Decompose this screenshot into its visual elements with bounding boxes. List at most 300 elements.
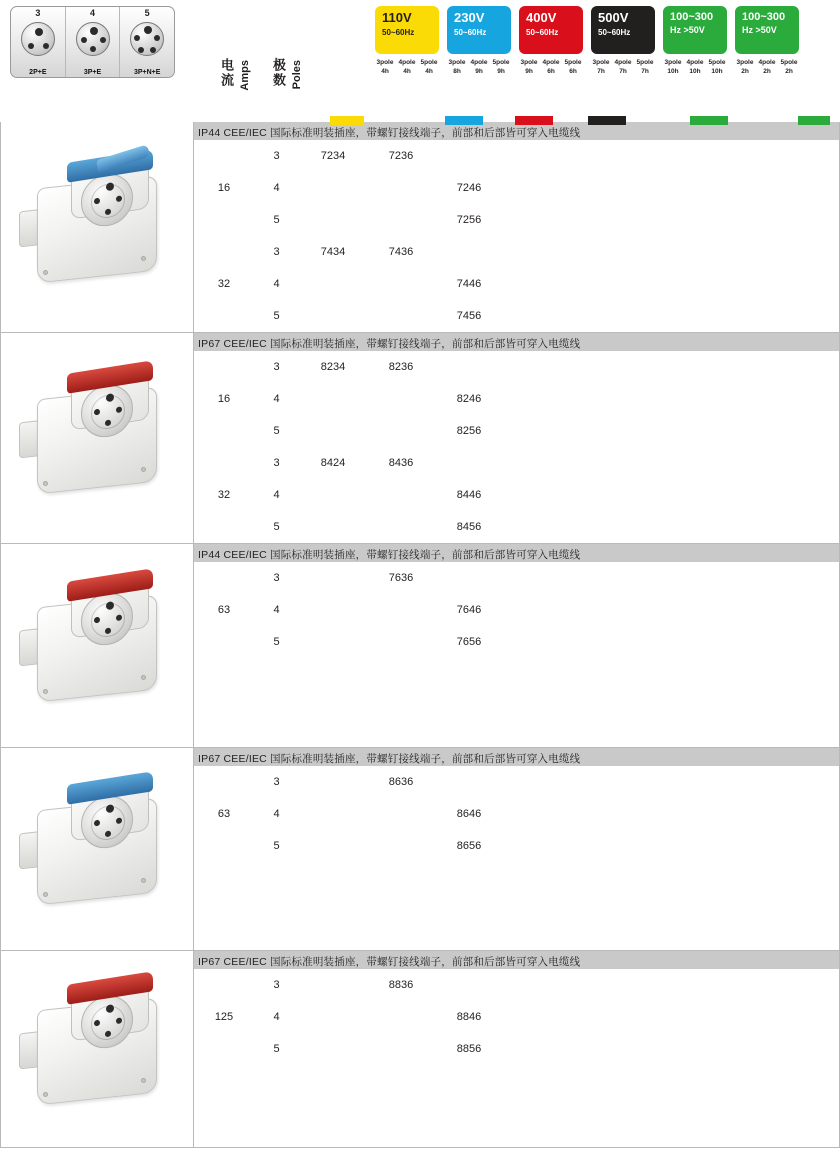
amps-value: 63	[217, 808, 231, 820]
pole-count: 4pole	[470, 59, 488, 66]
code-500v	[503, 415, 571, 447]
code-green-10h	[571, 172, 639, 204]
voltage-frequency: Hz >50V	[742, 25, 777, 35]
pole-block-230v	[447, 58, 511, 76]
code-400v: 7656	[456, 636, 482, 648]
code-table	[194, 969, 839, 1065]
code-110v	[299, 172, 367, 204]
pole-value: 5	[273, 840, 280, 852]
code-500v	[503, 351, 571, 383]
code-green-10h	[571, 268, 639, 300]
code-green-2h	[639, 351, 839, 383]
pole-block-green-10h	[663, 58, 727, 76]
clock-position: 9h	[525, 68, 533, 75]
table-row	[1, 748, 840, 951]
pole-count: 4pole	[758, 59, 776, 66]
clock-position: 9h	[497, 68, 505, 75]
table-row	[194, 172, 839, 204]
code-500v	[503, 236, 571, 268]
code-400v: 8256	[456, 425, 482, 437]
clock-position: 7h	[619, 68, 627, 75]
code-400v	[435, 562, 503, 594]
pole-col	[779, 58, 799, 76]
clock-position: 10h	[711, 68, 723, 75]
code-110v	[299, 798, 367, 830]
pole-block-500v	[591, 58, 655, 76]
code-110v	[299, 594, 367, 626]
socket-illustration-ip67-63	[9, 774, 187, 924]
code-green-10h	[571, 511, 639, 543]
pole-col	[613, 58, 633, 76]
code-230v	[367, 479, 435, 511]
pole-value: 5	[273, 1043, 280, 1055]
pole-value: 4	[273, 1011, 280, 1023]
code-230v	[367, 594, 435, 626]
table-row	[194, 479, 839, 511]
table-row	[194, 830, 839, 862]
table-row	[194, 969, 839, 1001]
pole-clock-row	[375, 58, 799, 76]
product-data-cell	[194, 748, 840, 951]
pole-col	[447, 58, 467, 76]
code-green-10h	[571, 351, 639, 383]
code-400v	[435, 969, 503, 1001]
code-500v	[503, 594, 571, 626]
amps-value: 63	[217, 604, 231, 616]
code-500v	[503, 1001, 571, 1033]
code-green-10h	[571, 447, 639, 479]
code-green-10h	[571, 969, 639, 1001]
voltage-chip-400v	[519, 6, 583, 54]
voltage-value: 230V	[454, 10, 485, 25]
product-data-cell	[194, 333, 840, 544]
socket-illustration-ip44-16-32	[9, 152, 187, 302]
pole-col	[519, 58, 539, 76]
table-row	[194, 594, 839, 626]
pole-value: 4	[273, 393, 280, 405]
code-green-10h	[571, 415, 639, 447]
table-row	[194, 447, 839, 479]
socket-illustration-ip67-16-32	[9, 363, 187, 513]
section-title: IP44 CEE/IEC 国际标准明装插座，带螺钉接线端子，前部和后部皆可穿入电缆线	[194, 544, 839, 562]
code-500v	[503, 447, 571, 479]
code-500v	[503, 172, 571, 204]
product-image-cell	[1, 951, 194, 1148]
table-row	[194, 415, 839, 447]
plug-cell-3pole	[11, 7, 66, 77]
code-500v	[503, 969, 571, 1001]
plug-face-icon	[130, 22, 164, 56]
pole-value: 5	[273, 425, 280, 437]
pole-col	[375, 58, 395, 76]
code-110v: 7234	[320, 150, 346, 162]
pole-value: 3	[273, 979, 280, 991]
code-230v	[367, 268, 435, 300]
pole-value: 4	[273, 808, 280, 820]
code-500v	[503, 626, 571, 658]
pole-count: 5pole	[708, 59, 726, 66]
code-green-2h	[639, 383, 839, 415]
pole-value: 3	[273, 457, 280, 469]
code-green-10h	[571, 479, 639, 511]
table-row	[194, 236, 839, 268]
code-green-2h	[639, 268, 839, 300]
pole-count: 4pole	[542, 59, 560, 66]
code-110v	[299, 268, 367, 300]
code-400v	[435, 766, 503, 798]
clock-position: 2h	[785, 68, 793, 75]
pole-count: 3pole	[376, 59, 394, 66]
voltage-chip-500v	[591, 6, 655, 54]
pole-count: 4pole	[614, 59, 632, 66]
code-230v	[367, 798, 435, 830]
code-500v	[503, 511, 571, 543]
product-data-cell	[194, 544, 840, 748]
color-bar-red	[515, 116, 553, 125]
header-current-cn: 电流	[219, 58, 234, 88]
pole-col	[735, 58, 755, 76]
code-230v	[367, 415, 435, 447]
amps-value: 16	[217, 182, 231, 194]
clock-position: 7h	[597, 68, 605, 75]
color-legend-bars	[330, 116, 830, 125]
pole-count: 5pole	[564, 59, 582, 66]
code-110v	[299, 830, 367, 862]
code-230v	[367, 204, 435, 236]
table-row	[194, 1033, 839, 1065]
pole-col	[419, 58, 439, 76]
pole-col	[541, 58, 561, 76]
section-title: IP67 CEE/IEC 国际标准明装插座，带螺钉接线端子，前部和后部皆可穿入电缆线	[194, 748, 839, 766]
pole-block-green-2h	[735, 58, 799, 76]
voltage-chip-110v	[375, 6, 439, 54]
clock-position: 6h	[569, 68, 577, 75]
code-230v	[367, 1033, 435, 1065]
code-table	[194, 140, 839, 332]
code-400v	[435, 140, 503, 172]
code-green-10h	[571, 594, 639, 626]
code-green-10h	[571, 562, 639, 594]
code-230v	[367, 172, 435, 204]
code-green-10h	[571, 204, 639, 236]
amps-value: 32	[217, 489, 231, 501]
product-data-cell	[194, 122, 840, 333]
voltage-chip-230v	[447, 6, 511, 54]
pole-value: 3	[273, 150, 280, 162]
page-header	[0, 0, 840, 122]
table-row	[194, 766, 839, 798]
code-green-2h	[639, 830, 839, 862]
amps-value: 16	[217, 393, 231, 405]
pole-col	[591, 58, 611, 76]
code-230v	[367, 1001, 435, 1033]
code-green-2h	[639, 766, 839, 798]
pole-col	[491, 58, 511, 76]
code-green-10h	[571, 300, 639, 332]
code-110v	[299, 415, 367, 447]
pole-col	[563, 58, 583, 76]
code-230v: 7436	[388, 246, 414, 258]
clock-position: 4h	[403, 68, 411, 75]
table-row	[194, 204, 839, 236]
product-table	[0, 122, 840, 1148]
code-230v: 8236	[388, 361, 414, 373]
voltage-value: 100~300	[670, 11, 714, 23]
pole-col	[397, 58, 417, 76]
pole-value: 3	[273, 361, 280, 373]
code-500v	[503, 204, 571, 236]
pole-value: 5	[273, 636, 280, 648]
code-230v: 7236	[388, 150, 414, 162]
code-green-2h	[639, 1033, 839, 1065]
code-green-10h	[571, 1033, 639, 1065]
code-400v: 7246	[456, 182, 482, 194]
voltage-value: 500V	[598, 10, 629, 25]
code-500v	[503, 830, 571, 862]
code-green-10h	[571, 830, 639, 862]
code-table	[194, 562, 839, 658]
voltage-frequency: Hz >50V	[670, 25, 705, 35]
code-400v: 8856	[456, 1043, 482, 1055]
code-500v	[503, 300, 571, 332]
code-110v: 7434	[320, 246, 346, 258]
code-110v	[299, 626, 367, 658]
table-row	[194, 268, 839, 300]
code-green-10h	[571, 1001, 639, 1033]
amps-value: 125	[214, 1011, 234, 1023]
voltage-frequency: 50~60Hz	[454, 28, 487, 37]
table-row	[194, 140, 839, 172]
code-400v	[435, 447, 503, 479]
pole-value: 4	[273, 604, 280, 616]
color-bar-green-2	[798, 116, 830, 125]
pole-value: 4	[273, 182, 280, 194]
voltage-frequency: 50~60Hz	[598, 28, 631, 37]
code-230v: 8836	[388, 979, 414, 991]
code-green-2h	[639, 626, 839, 658]
clock-position: 9h	[475, 68, 483, 75]
product-image-cell	[1, 748, 194, 951]
plug-number: 5	[144, 8, 150, 18]
clock-position: 4h	[381, 68, 389, 75]
color-bar-yellow	[330, 116, 364, 125]
plug-face-icon	[21, 22, 55, 56]
pole-col	[685, 58, 705, 76]
code-110v	[299, 204, 367, 236]
pole-count: 3pole	[520, 59, 538, 66]
code-230v: 8636	[388, 776, 414, 788]
code-green-2h	[639, 594, 839, 626]
plug-cell-4pole	[66, 7, 121, 77]
pole-col	[707, 58, 727, 76]
code-110v: 8234	[320, 361, 346, 373]
code-110v	[299, 300, 367, 332]
code-500v	[503, 268, 571, 300]
code-green-2h	[639, 140, 839, 172]
code-230v	[367, 383, 435, 415]
table-row	[194, 562, 839, 594]
code-green-10h	[571, 798, 639, 830]
code-110v	[299, 511, 367, 543]
voltage-chip-row	[375, 6, 799, 54]
clock-position: 6h	[547, 68, 555, 75]
product-image-cell	[1, 122, 194, 333]
section-title: IP67 CEE/IEC 国际标准明装插座，带螺钉接线端子，前部和后部皆可穿入电缆线	[194, 951, 839, 969]
table-row	[1, 544, 840, 748]
pole-value: 3	[273, 776, 280, 788]
table-row	[194, 798, 839, 830]
code-400v: 8246	[456, 393, 482, 405]
code-230v	[367, 830, 435, 862]
code-green-10h	[571, 626, 639, 658]
clock-position: 10h	[689, 68, 701, 75]
voltage-value: 110V	[382, 10, 412, 25]
code-green-2h	[639, 511, 839, 543]
plug-face-icon	[76, 22, 110, 56]
table-row	[1, 122, 840, 333]
pole-count: 3pole	[736, 59, 754, 66]
header-current-en: Amps	[239, 60, 251, 91]
code-green-10h	[571, 766, 639, 798]
plug-configuration-diagram	[10, 6, 175, 78]
code-400v: 7456	[456, 310, 482, 322]
code-230v	[367, 300, 435, 332]
code-110v	[299, 383, 367, 415]
voltage-value: 100~300	[742, 11, 786, 23]
code-green-2h	[639, 447, 839, 479]
plug-label: 3P+E	[83, 69, 102, 76]
code-green-2h	[639, 1001, 839, 1033]
section-title: IP67 CEE/IEC 国际标准明装插座，带螺钉接线端子，前部和后部皆可穿入电缆线	[194, 333, 839, 351]
product-image-cell	[1, 544, 194, 748]
pole-count: 4pole	[686, 59, 704, 66]
pole-count: 4pole	[398, 59, 416, 66]
clock-position: 10h	[667, 68, 679, 75]
plug-label: 2P+E	[29, 69, 47, 76]
code-green-2h	[639, 415, 839, 447]
plug-cell-5pole	[120, 7, 174, 77]
code-110v	[299, 969, 367, 1001]
code-500v	[503, 479, 571, 511]
code-green-2h	[639, 204, 839, 236]
header-poles-en: Poles	[291, 60, 303, 90]
code-230v	[367, 511, 435, 543]
socket-illustration-ip67-125	[9, 974, 187, 1124]
pole-block-110v	[375, 58, 439, 76]
code-500v	[503, 140, 571, 172]
pole-value: 5	[273, 521, 280, 533]
product-data-cell	[194, 951, 840, 1148]
code-110v	[299, 562, 367, 594]
code-400v: 8446	[456, 489, 482, 501]
pole-value: 4	[273, 489, 280, 501]
pole-block-400v	[519, 58, 583, 76]
code-400v: 8456	[456, 521, 482, 533]
code-110v	[299, 479, 367, 511]
pole-count: 3pole	[664, 59, 682, 66]
pole-value: 3	[273, 572, 280, 584]
pole-count: 5pole	[636, 59, 654, 66]
pole-count: 5pole	[780, 59, 798, 66]
code-230v	[367, 626, 435, 658]
pole-count: 5pole	[420, 59, 438, 66]
pole-value: 4	[273, 278, 280, 290]
pole-count: 5pole	[492, 59, 510, 66]
pole-col	[635, 58, 655, 76]
code-230v: 7636	[388, 572, 414, 584]
plug-number: 3	[35, 8, 41, 18]
amps-value: 32	[217, 278, 231, 290]
pole-value: 5	[273, 214, 280, 226]
voltage-chip-green-2h	[735, 6, 799, 54]
pole-col	[757, 58, 777, 76]
code-table	[194, 351, 839, 543]
code-110v	[299, 766, 367, 798]
clock-position: 4h	[425, 68, 433, 75]
code-400v: 7256	[456, 214, 482, 226]
table-row	[194, 1001, 839, 1033]
code-green-2h	[639, 479, 839, 511]
code-500v	[503, 383, 571, 415]
product-image-cell	[1, 333, 194, 544]
code-500v	[503, 562, 571, 594]
voltage-frequency: 50~60Hz	[382, 28, 415, 37]
table-row	[194, 511, 839, 543]
code-110v	[299, 1033, 367, 1065]
code-green-10h	[571, 236, 639, 268]
pole-count: 3pole	[448, 59, 466, 66]
socket-illustration-ip44-63	[9, 571, 187, 721]
pole-value: 5	[273, 310, 280, 322]
table-row	[194, 626, 839, 658]
clock-position: 7h	[641, 68, 649, 75]
table-row	[194, 300, 839, 332]
code-green-2h	[639, 236, 839, 268]
color-bar-green-1	[690, 116, 728, 125]
code-110v	[299, 1001, 367, 1033]
pole-value: 3	[273, 246, 280, 258]
table-row	[194, 383, 839, 415]
code-green-2h	[639, 172, 839, 204]
code-400v	[435, 351, 503, 383]
color-bar-black	[588, 116, 626, 125]
plug-label: 3P+N+E	[133, 69, 161, 76]
code-110v: 8424	[320, 457, 346, 469]
table-row	[1, 951, 840, 1148]
clock-position: 8h	[453, 68, 461, 75]
pole-col	[663, 58, 683, 76]
code-500v	[503, 1033, 571, 1065]
clock-position: 2h	[763, 68, 771, 75]
code-table	[194, 766, 839, 862]
table-row	[194, 351, 839, 383]
table-row	[1, 333, 840, 544]
code-500v	[503, 798, 571, 830]
code-400v: 7646	[456, 604, 482, 616]
code-green-10h	[571, 383, 639, 415]
code-400v	[435, 236, 503, 268]
clock-position: 2h	[741, 68, 749, 75]
pole-col	[469, 58, 489, 76]
voltage-value: 400V	[526, 10, 557, 25]
code-green-10h	[571, 140, 639, 172]
section-title: IP44 CEE/IEC 国际标准明装插座，带螺钉接线端子，前部和后部皆可穿入电缆线	[194, 122, 839, 140]
voltage-frequency: 50~60Hz	[526, 28, 559, 37]
code-400v: 8656	[456, 840, 482, 852]
code-green-2h	[639, 798, 839, 830]
code-400v: 8846	[456, 1011, 482, 1023]
pole-count: 3pole	[592, 59, 610, 66]
